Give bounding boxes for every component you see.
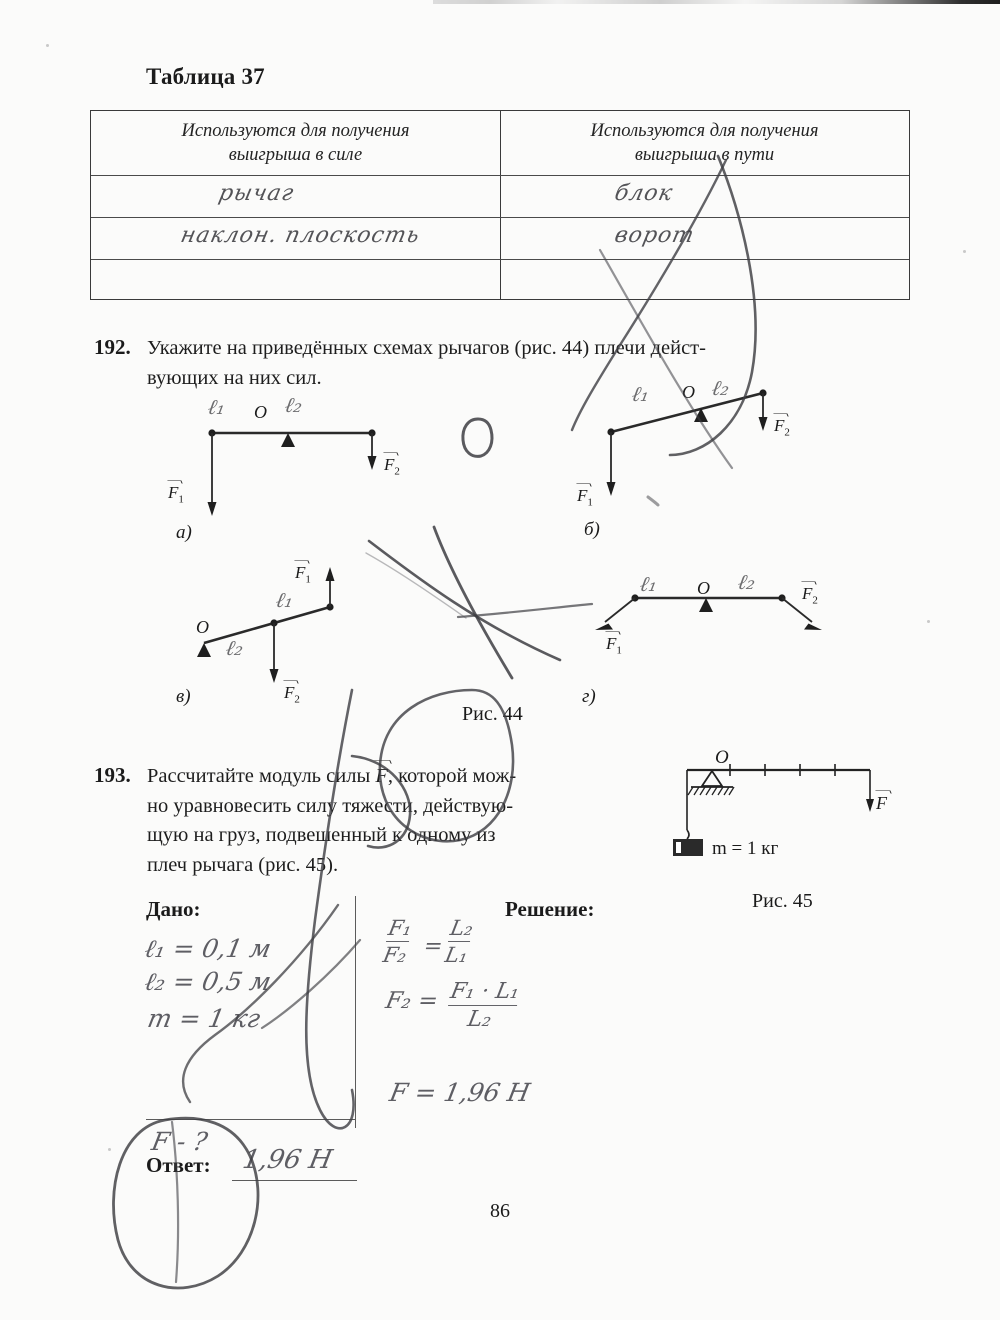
table-row-divider (91, 217, 909, 218)
solution-step1-equals: = (421, 934, 445, 959)
force-symbol: F (774, 416, 785, 435)
force-subscript: 1 (178, 493, 184, 506)
figure-45-caption: Рис. 45 (752, 890, 813, 912)
scan-speck (46, 44, 49, 47)
force-symbol: F (384, 455, 395, 474)
problem-193-line: но уравновесить силу тяжести, действую- (147, 794, 514, 817)
given-vertical-divider (355, 896, 356, 1128)
lever-g-force1-label (606, 634, 622, 656)
force-symbol: F (295, 563, 306, 582)
solution-step2-fraction (443, 980, 522, 1032)
force-symbol: F (606, 634, 617, 653)
table-header-line: выигрыша в пути (634, 145, 775, 166)
lever-v-sublabel: в) (176, 686, 191, 707)
problem-192-line: Укажите на приведённых схемах рычагов (рис. 44) плечи дейст- (147, 337, 706, 359)
solution-title: Решение: (505, 897, 595, 921)
solution-step1-left (381, 917, 414, 966)
lever-v-arm1-label: ℓ₁ (273, 588, 296, 612)
problem-193-text (147, 762, 515, 881)
problem-192-number: 192. (94, 335, 131, 359)
lever-a-sublabel: а) (176, 522, 192, 543)
table-cell-handwritten: рычаг (216, 181, 297, 206)
lever-g-arm2-label: ℓ₂ (735, 570, 758, 594)
force-subscript: 2 (394, 465, 400, 478)
problem-193-line: Рассчитайте модуль силы F, которой мож- (147, 762, 515, 792)
lever-a-force1-label (168, 483, 184, 505)
problem-193-number: 193. (94, 763, 131, 787)
lever-b-arm1-label: ℓ₁ (629, 382, 652, 406)
lever-b-force1-label (577, 486, 593, 508)
table-header-line: Используются для получения (590, 121, 819, 141)
figure-44-caption: Рис. 44 (462, 703, 523, 725)
given-title: Дано: (146, 897, 201, 921)
force-subscript: 1 (616, 644, 622, 657)
lever-g-arm1-label: ℓ₁ (637, 572, 660, 596)
fraction-bar (448, 941, 471, 942)
solution-step1-right (443, 917, 475, 966)
answer-underline (232, 1180, 357, 1181)
lever-a-arm1-label: ℓ₁ (205, 395, 228, 419)
scan-speck (108, 1148, 111, 1151)
fraction-numerator: F₁ (386, 916, 415, 940)
force-subscript: 2 (784, 426, 790, 439)
lever-a-arm2-label: ℓ₂ (282, 393, 305, 417)
figure-45-svg (655, 752, 915, 882)
force-vector-symbol: F (375, 762, 388, 792)
table-cell-handwritten: наклон. плоскость (178, 223, 423, 248)
solution-step2-lhs: F₂ = (383, 988, 441, 1014)
lever-b-fulcrum-label: O (682, 382, 695, 402)
table-cell-handwritten: блок (612, 181, 676, 206)
lever-b-force2-label (774, 416, 790, 438)
table-caption: Таблица 37 (146, 64, 265, 89)
table-row-divider (91, 175, 909, 176)
table-header-line: выигрыша в силе (228, 145, 363, 166)
lever-g-force2-label (802, 584, 818, 606)
problem-192-text (147, 334, 912, 393)
lever-diagram-a (200, 420, 400, 530)
page-number: 86 (490, 1200, 510, 1222)
table-header-cell-distance (500, 119, 909, 168)
table-row-divider (91, 259, 909, 260)
lever-diagram-g-svg (600, 590, 830, 650)
given-unknown: F - ? (149, 1127, 210, 1156)
lever-a-force2-label (384, 455, 400, 477)
figure-45-mass-label: m = 1 кг (712, 838, 779, 859)
problem-193-line: щую на груз, подвешенный к одному из (147, 824, 496, 847)
given-entry: ℓ₁ = 0,1 м (142, 934, 274, 963)
given-entry: ℓ₂ = 0,5 м (142, 967, 274, 996)
fraction-numerator: F₁ · L₁ (448, 979, 522, 1004)
fraction-bar (386, 941, 409, 942)
fraction-bar (448, 1005, 517, 1006)
table-header-cell-force (91, 119, 500, 168)
lever-b-sublabel: б) (584, 519, 600, 540)
table-header-line: Используются для получения (181, 121, 410, 141)
lever-diagram-b (605, 390, 805, 510)
force-symbol: F (284, 683, 295, 702)
lever-diagram-g (600, 590, 830, 650)
given-horizontal-divider (146, 1119, 356, 1120)
force-symbol: F (577, 486, 588, 505)
fraction-numerator: L₂ (448, 916, 476, 940)
lever-v-force2-label (284, 683, 300, 705)
force-subscript: 2 (294, 693, 300, 706)
figure-45-fulcrum-label: O (715, 747, 729, 768)
table-cell-handwritten: ворот (612, 223, 697, 248)
lever-diagram-a-svg (200, 420, 400, 530)
force-symbol: F (168, 483, 179, 502)
fraction-denominator: L₁ (443, 943, 471, 968)
lever-v-fulcrum-label: O (196, 617, 209, 637)
lever-a-fulcrum-label: O (254, 402, 267, 422)
lever-g-fulcrum-label: O (697, 578, 710, 598)
scan-speck (927, 620, 930, 623)
problem-192-line: вующих на них сил. (147, 366, 322, 389)
figure-45-force-label (876, 793, 887, 814)
force-symbol: F (876, 793, 887, 813)
answer-label: Ответ: (146, 1153, 211, 1177)
figure-45 (655, 752, 915, 882)
scan-edge-artifact (433, 0, 1000, 4)
force-subscript: 1 (305, 573, 311, 586)
lever-v-force1-label (295, 563, 311, 585)
problem-193-line: плеч рычага (рис. 45). (147, 854, 339, 877)
fraction-denominator: L₂ (465, 1007, 494, 1033)
table-37 (90, 110, 910, 300)
lever-diagram-b-svg (605, 390, 805, 510)
fraction-denominator: F₂ (381, 943, 409, 968)
scan-speck (963, 250, 966, 253)
lever-v-arm2-label: ℓ₂ (223, 636, 246, 660)
lever-g-sublabel: г) (582, 686, 596, 707)
answer-value: 1,96 Н (240, 1145, 335, 1175)
force-subscript: 1 (587, 496, 593, 509)
lever-b-arm2-label: ℓ₂ (709, 376, 732, 400)
force-subscript: 2 (812, 594, 818, 607)
force-symbol: F (802, 584, 813, 603)
solution-result: F = 1,96 Н (387, 1078, 533, 1107)
given-entry: m = 1 кг (145, 1004, 263, 1033)
